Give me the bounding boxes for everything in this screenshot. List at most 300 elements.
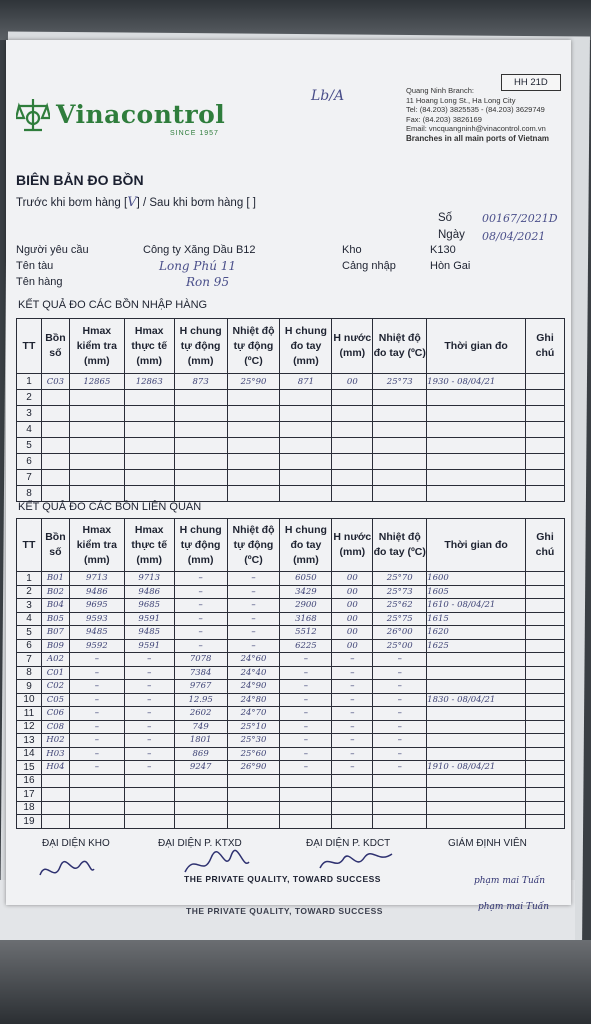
table-cell <box>526 454 565 470</box>
table-cell: – <box>332 680 373 694</box>
table-cell <box>427 653 526 667</box>
table-cell <box>69 774 124 788</box>
table-cell: 3 <box>17 406 42 422</box>
table-cell <box>41 438 69 454</box>
table-row <box>17 653 565 667</box>
table-cell <box>526 693 565 707</box>
table-cell <box>427 680 526 694</box>
table-cell <box>427 774 526 788</box>
table-cell <box>427 815 526 829</box>
table-row <box>17 626 565 640</box>
stage-before-label: Trước khi bơm hàng [ <box>16 197 128 209</box>
table-cell <box>526 406 565 422</box>
table-cell: – <box>174 626 227 640</box>
branch-tel: Tel: (84.203) 3825535 - (84.203) 3629749 <box>406 105 545 115</box>
table-cell <box>526 612 565 626</box>
table-cell: – <box>69 653 124 667</box>
table-cell <box>526 599 565 613</box>
table-cell: C05 <box>41 693 69 707</box>
table-cell: B02 <box>41 585 69 599</box>
table-cell: 16 <box>17 774 42 788</box>
table-cell <box>427 707 526 721</box>
col-ghi-chu: Ghi chú <box>526 519 565 572</box>
table-cell: 1 <box>17 572 42 586</box>
table-cell <box>427 454 526 470</box>
table-cell: 25°73 <box>373 585 427 599</box>
table-cell <box>526 422 565 438</box>
table-cell <box>373 406 427 422</box>
table-cell <box>41 486 69 502</box>
table-cell: 00 <box>332 626 373 640</box>
table-cell: C03 <box>41 374 69 390</box>
table-cell <box>124 454 174 470</box>
table-cell: 24°40 <box>227 666 280 680</box>
table-cell: – <box>124 693 174 707</box>
table-cell <box>373 422 427 438</box>
table-cell <box>280 422 332 438</box>
table-cell: – <box>280 734 332 748</box>
table-cell <box>427 801 526 815</box>
table-cell <box>526 666 565 680</box>
table-cell: 7 <box>17 653 42 667</box>
table-cell: 1620 <box>427 626 526 640</box>
table-cell <box>427 666 526 680</box>
col-h-nuoc: H nước (mm) <box>332 519 373 572</box>
table-cell: 1910 - 08/04/21 <box>427 761 526 775</box>
sig-label-ktxd: ĐẠI DIỆN P. KTXD <box>158 838 242 849</box>
table-cell: – <box>373 680 427 694</box>
table-cell: 1625 <box>427 639 526 653</box>
table-cell: – <box>227 585 280 599</box>
table-cell <box>373 390 427 406</box>
table-cell: – <box>373 761 427 775</box>
table-cell: 9591 <box>124 639 174 653</box>
table-row <box>17 572 565 586</box>
table-row <box>17 486 565 502</box>
table-cell: – <box>332 653 373 667</box>
import-tanks-table <box>16 318 565 502</box>
table-cell: 9247 <box>174 761 227 775</box>
table-cell: 00 <box>332 612 373 626</box>
col-thoi-gian: Thời gian đo <box>427 319 526 374</box>
table-cell: – <box>373 734 427 748</box>
table-cell: A02 <box>41 653 69 667</box>
table-row <box>17 406 565 422</box>
table-cell <box>41 788 69 802</box>
cargo-value: Ron 95 <box>186 275 230 289</box>
table-cell <box>174 406 227 422</box>
table-cell: 7 <box>17 470 42 486</box>
table-cell: – <box>280 707 332 721</box>
table-cell <box>69 470 124 486</box>
table-cell <box>174 390 227 406</box>
table-cell: H03 <box>41 747 69 761</box>
table-cell <box>227 801 280 815</box>
table-cell: – <box>373 747 427 761</box>
table-cell <box>526 470 565 486</box>
underlying-inspector-name: phạm mai Tuấn <box>478 902 550 912</box>
col-hmax-kt: Hmax kiểm tra (mm) <box>69 519 124 572</box>
table-cell: 6050 <box>280 572 332 586</box>
table-cell: – <box>227 639 280 653</box>
table-cell: 25°62 <box>373 599 427 613</box>
table-cell: 12863 <box>124 374 174 390</box>
table-cell: 2 <box>17 585 42 599</box>
col-nd-td: Nhiệt độ tự động (ºC) <box>227 519 280 572</box>
table-cell: 4 <box>17 422 42 438</box>
table-cell <box>427 390 526 406</box>
table-cell <box>41 454 69 470</box>
port-label: Cảng nhập <box>342 260 396 272</box>
branch-info <box>406 86 576 144</box>
table-cell <box>69 486 124 502</box>
table-cell <box>41 470 69 486</box>
table-cell <box>427 734 526 748</box>
stage-after-label: ] / Sau khi bơm hàng [ ] <box>136 197 257 209</box>
table-cell: 1610 - 08/04/21 <box>427 599 526 613</box>
table-cell: 9767 <box>174 680 227 694</box>
table-cell <box>227 486 280 502</box>
col-hmax-kt: Hmax kiểm tra (mm) <box>69 319 124 374</box>
table-cell <box>69 422 124 438</box>
table-row <box>17 788 565 802</box>
table-row <box>17 422 565 438</box>
table-cell <box>280 406 332 422</box>
table-cell: – <box>332 720 373 734</box>
table-cell: 13 <box>17 734 42 748</box>
col-tt: TT <box>17 519 42 572</box>
table-cell: 1830 - 08/04/21 <box>427 693 526 707</box>
table-cell <box>526 438 565 454</box>
table-cell <box>280 470 332 486</box>
table-row <box>17 639 565 653</box>
table-cell: – <box>69 734 124 748</box>
table-cell <box>526 374 565 390</box>
table-cell: – <box>332 666 373 680</box>
table-row <box>17 774 565 788</box>
table-cell <box>227 788 280 802</box>
table-row <box>17 747 565 761</box>
table-cell <box>280 774 332 788</box>
table-cell: – <box>332 707 373 721</box>
table-cell: B04 <box>41 599 69 613</box>
table-cell <box>526 761 565 775</box>
col-nd-tay: Nhiệt độ đo tay (ºC) <box>373 519 427 572</box>
table-cell: C06 <box>41 707 69 721</box>
table-cell <box>373 438 427 454</box>
table-row <box>17 454 565 470</box>
table-cell: 1930 - 08/04/21 <box>427 374 526 390</box>
table-cell <box>332 774 373 788</box>
table-cell <box>174 470 227 486</box>
table-cell: 14 <box>17 747 42 761</box>
table-cell <box>41 815 69 829</box>
document-page <box>6 40 571 905</box>
table-cell: 749 <box>174 720 227 734</box>
table-cell <box>427 720 526 734</box>
table-cell: 9685 <box>124 599 174 613</box>
related-tanks-table <box>16 518 565 829</box>
ngay-label: Ngày <box>438 229 465 241</box>
footer-slogan: THE PRIVATE QUALITY, TOWARD SUCCESS <box>184 874 381 884</box>
sig-label-kho: ĐẠI DIỆN KHO <box>42 838 110 849</box>
table-cell <box>332 454 373 470</box>
table-cell: – <box>373 693 427 707</box>
table-cell: – <box>174 572 227 586</box>
branch-email: Email: vncquangninh@vinacontrol.com.vn <box>406 124 546 134</box>
document-title: BIÊN BẢN ĐO BỒN <box>16 172 144 188</box>
col-h-chung: H chung tự động (mm) <box>174 519 227 572</box>
table-cell: 3429 <box>280 585 332 599</box>
table-cell: 9485 <box>124 626 174 640</box>
table-cell <box>41 390 69 406</box>
table-cell: C08 <box>41 720 69 734</box>
table-cell: – <box>373 720 427 734</box>
table-cell: – <box>227 612 280 626</box>
table-cell: H02 <box>41 734 69 748</box>
table-cell <box>124 815 174 829</box>
table-cell <box>69 390 124 406</box>
col-h-nuoc: H nước (mm) <box>332 319 373 374</box>
table-cell: 6225 <box>280 639 332 653</box>
table-cell <box>124 788 174 802</box>
table-cell: 9486 <box>69 585 124 599</box>
table-cell: 3168 <box>280 612 332 626</box>
table-cell: – <box>124 653 174 667</box>
table-cell <box>280 390 332 406</box>
table-row <box>17 666 565 680</box>
table-cell <box>124 406 174 422</box>
table-cell <box>174 438 227 454</box>
table-cell <box>373 815 427 829</box>
table-cell <box>427 486 526 502</box>
table-cell <box>227 815 280 829</box>
table-cell: – <box>124 720 174 734</box>
table-cell <box>526 707 565 721</box>
branch-fax: Fax: (84.203) 3826169 <box>406 114 482 124</box>
table-cell <box>526 747 565 761</box>
table-cell: – <box>373 666 427 680</box>
table-cell: – <box>174 599 227 613</box>
table-cell <box>373 470 427 486</box>
table-cell <box>41 774 69 788</box>
table-cell: 6 <box>17 639 42 653</box>
table-cell <box>227 422 280 438</box>
table-cell <box>427 470 526 486</box>
table-cell: 00 <box>332 599 373 613</box>
table-cell <box>124 486 174 502</box>
table-cell: – <box>124 747 174 761</box>
table-cell <box>174 422 227 438</box>
table-cell: – <box>227 599 280 613</box>
table-cell <box>427 438 526 454</box>
table-cell: – <box>69 707 124 721</box>
table-cell: 4 <box>17 612 42 626</box>
table-cell: 10 <box>17 693 42 707</box>
table-cell: 5512 <box>280 626 332 640</box>
table-cell <box>373 454 427 470</box>
table-cell <box>332 390 373 406</box>
table-cell <box>280 801 332 815</box>
branch-address: 11 Hoang Long St., Ha Long City <box>406 95 516 105</box>
table-cell: – <box>280 666 332 680</box>
cargo-label: Tên hàng <box>16 276 63 288</box>
table-cell: 18 <box>17 801 42 815</box>
table-cell <box>332 486 373 502</box>
table-cell <box>526 720 565 734</box>
table-cell <box>174 454 227 470</box>
table-row <box>17 390 565 406</box>
table-cell: – <box>280 720 332 734</box>
table-cell: 6 <box>17 454 42 470</box>
table-cell: – <box>332 734 373 748</box>
kho-value: K130 <box>430 244 456 256</box>
table-cell: 25°73 <box>373 374 427 390</box>
sig-label-gdv: GIÁM ĐỊNH VIÊN <box>448 838 527 849</box>
table-cell: – <box>124 707 174 721</box>
table-cell: 19 <box>17 815 42 829</box>
inspector-name-handwritten: phạm mai Tuấn <box>474 876 546 886</box>
table-cell: 25°00 <box>373 639 427 653</box>
table-cell: – <box>69 720 124 734</box>
table-row <box>17 707 565 721</box>
table-cell: – <box>174 585 227 599</box>
table-cell: 25°75 <box>373 612 427 626</box>
table-row <box>17 693 565 707</box>
table-cell <box>427 747 526 761</box>
requester-value: Công ty Xăng Dầu B12 <box>143 244 256 256</box>
table-cell: – <box>280 747 332 761</box>
table-cell: 1 <box>17 374 42 390</box>
section-title-related: KẾT QUẢ ĐO CÁC BỒN LIÊN QUAN <box>18 501 202 513</box>
table-cell: 26°00 <box>373 626 427 640</box>
table-cell: 25°60 <box>227 747 280 761</box>
table-cell: B07 <box>41 626 69 640</box>
so-value: 00167/2021D <box>482 212 558 225</box>
col-nd-tay: Nhiệt độ đo tay (ºC) <box>373 319 427 374</box>
ngay-value: 08/04/2021 <box>482 230 546 243</box>
table-cell: 00 <box>332 639 373 653</box>
table-cell: B01 <box>41 572 69 586</box>
table-cell: 7078 <box>174 653 227 667</box>
table-cell <box>174 774 227 788</box>
table-cell: 871 <box>280 374 332 390</box>
table-cell: 9486 <box>124 585 174 599</box>
table-cell: – <box>332 761 373 775</box>
table-cell: 24°70 <box>227 707 280 721</box>
table-cell: 869 <box>174 747 227 761</box>
table-cell <box>280 438 332 454</box>
table-cell: C01 <box>41 666 69 680</box>
table-cell <box>373 801 427 815</box>
table-cell <box>227 774 280 788</box>
scales-logo-icon <box>16 96 50 139</box>
table-cell <box>174 486 227 502</box>
table-row <box>17 801 565 815</box>
table-cell <box>332 406 373 422</box>
table-cell <box>124 801 174 815</box>
table-cell: 3 <box>17 599 42 613</box>
table-cell: 15 <box>17 761 42 775</box>
table-cell <box>373 486 427 502</box>
table-cell: 25°70 <box>373 572 427 586</box>
col-hmax-tt: Hmax thực tế (mm) <box>124 519 174 572</box>
table-cell <box>526 486 565 502</box>
table-cell <box>69 788 124 802</box>
table-cell: 24°80 <box>227 693 280 707</box>
table-cell: 5 <box>17 438 42 454</box>
table-cell: 9593 <box>69 612 124 626</box>
col-hmax-tt: Hmax thực tế (mm) <box>124 319 174 374</box>
table-cell <box>69 438 124 454</box>
table-cell <box>526 572 565 586</box>
kho-label: Kho <box>342 244 362 256</box>
table-cell: 12865 <box>69 374 124 390</box>
table-cell: 24°90 <box>227 680 280 694</box>
col-thoi-gian: Thời gian đo <box>427 519 526 572</box>
table-cell <box>124 390 174 406</box>
table-cell: – <box>69 666 124 680</box>
table-cell: 00 <box>332 572 373 586</box>
table-cell: 1615 <box>427 612 526 626</box>
table-cell <box>526 390 565 406</box>
table-cell <box>526 626 565 640</box>
table-cell: 00 <box>332 374 373 390</box>
table-cell: – <box>227 626 280 640</box>
table-cell <box>124 470 174 486</box>
section-title-import: KẾT QUẢ ĐO CÁC BỒN NHẬP HÀNG <box>18 299 208 311</box>
table-cell: 26°90 <box>227 761 280 775</box>
table-cell <box>227 390 280 406</box>
table-cell: 1801 <box>174 734 227 748</box>
table-row <box>17 720 565 734</box>
col-nd-td: Nhiệt độ tự động (ºC) <box>227 319 280 374</box>
table-cell <box>69 406 124 422</box>
col-h-tay: H chung đo tay (mm) <box>280 519 332 572</box>
background-bottom <box>0 940 591 1024</box>
table-row <box>17 599 565 613</box>
table-cell: 8 <box>17 666 42 680</box>
table-row <box>17 734 565 748</box>
table-cell <box>526 585 565 599</box>
table-cell: 7384 <box>174 666 227 680</box>
logo-text: Vinacontrol <box>56 100 226 129</box>
table-cell <box>174 788 227 802</box>
table-cell <box>373 788 427 802</box>
col-ghi-chu: Ghi chú <box>526 319 565 374</box>
table-row <box>17 680 565 694</box>
table-cell <box>526 734 565 748</box>
table-cell: – <box>69 693 124 707</box>
table-cell: – <box>124 666 174 680</box>
table-cell: 2 <box>17 390 42 406</box>
table-row <box>17 470 565 486</box>
table-cell <box>174 815 227 829</box>
table-row <box>17 815 565 829</box>
table-cell <box>427 788 526 802</box>
stage-check-mark: V <box>127 195 137 210</box>
table-cell: 9592 <box>69 639 124 653</box>
table-cell: – <box>280 693 332 707</box>
table-cell: 2602 <box>174 707 227 721</box>
col-bon: Bồn số <box>41 519 69 572</box>
table-cell <box>332 470 373 486</box>
table-cell: 5 <box>17 626 42 640</box>
col-h-chung: H chung tự động (mm) <box>174 319 227 374</box>
table-cell: – <box>174 639 227 653</box>
table-cell <box>526 653 565 667</box>
col-tt: TT <box>17 319 42 374</box>
